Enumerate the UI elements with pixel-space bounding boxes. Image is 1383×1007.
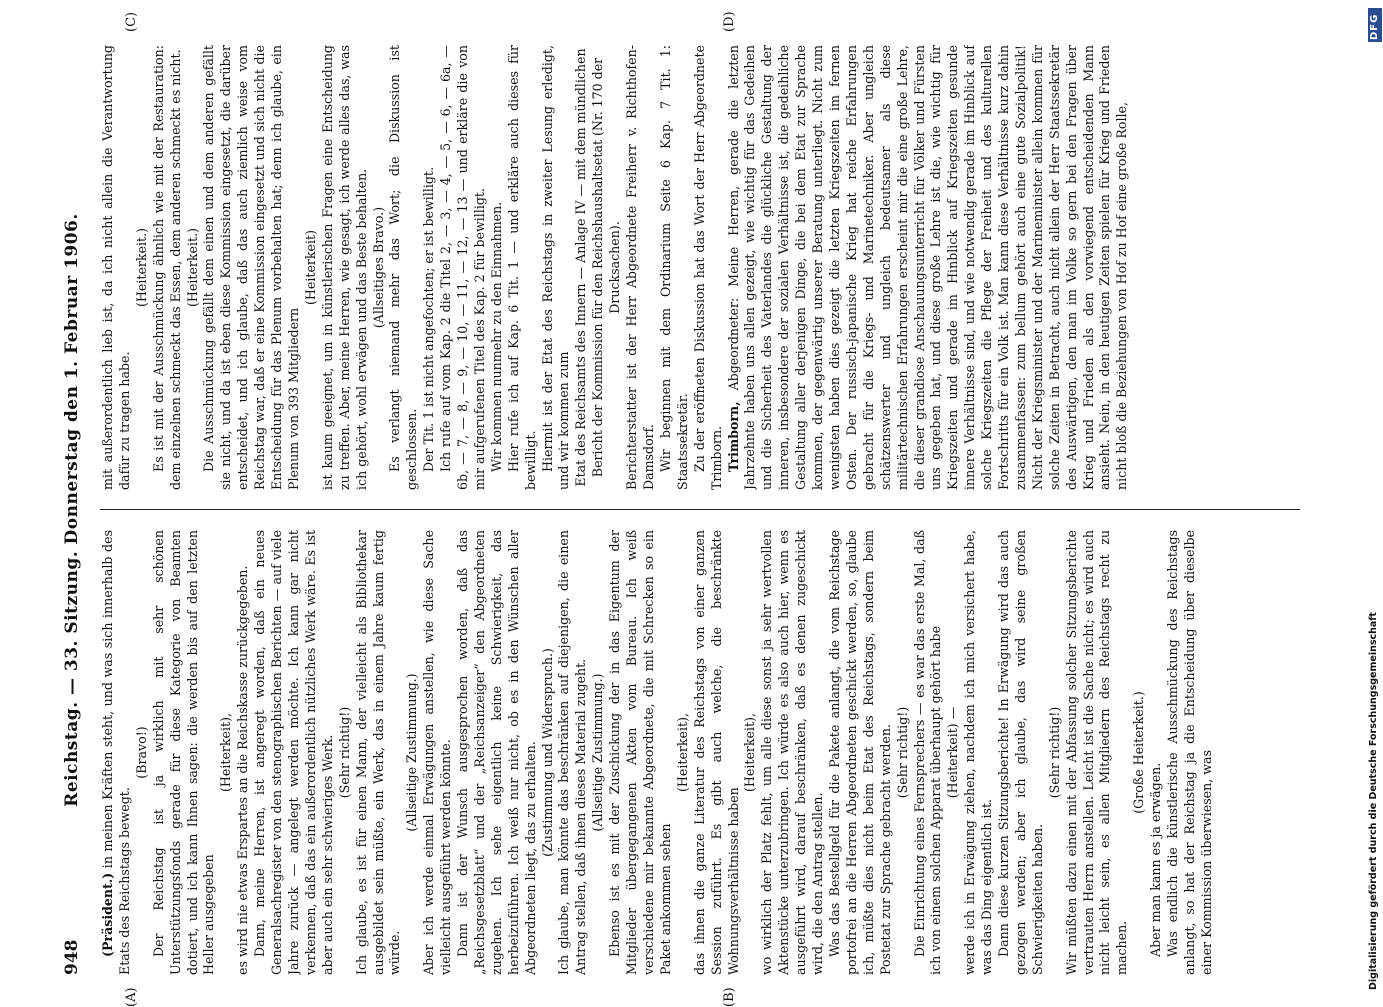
paragraph: [895, 530, 912, 975]
paragraph-text: Berichterstatter ist der Herr Abgeordnete Freiherr v. Richthofen-Damsdorf.: [624, 45, 656, 490]
paragraph: [658, 45, 692, 490]
paragraph-text: Der Tit. 1 ist nicht angefochten; er ist bewilligt.: [421, 167, 437, 472]
paragraph: [134, 530, 151, 975]
paragraph-text: Etat des Reichsamts des Innern — Anlage IV — mit dem mündlichen Bericht der Kommission für den Reichshaushaltsetat (Nr. 170 der Drucksachen).: [573, 48, 623, 487]
paragraph-text: Hier rufe ich auf Kap. 6 Tit. 1 — und erkläre auch dieses für bewilligt.: [505, 45, 538, 490]
paragraph: [100, 45, 134, 490]
paragraph: [337, 530, 354, 975]
paragraph: [1047, 530, 1064, 975]
paragraph-text: Wir beginnen mit dem Ordinarium Seite 6 Kap. 7 Tit. 1: Staatssekretär.: [657, 45, 690, 490]
paragraph-text: (Heiterkeit),: [218, 713, 234, 792]
paragraph-text: (Sehr richtig!): [894, 706, 910, 799]
paragraph: [726, 45, 1132, 490]
section-marker-b: (B): [722, 987, 737, 1007]
section-marker-d: (D): [722, 11, 737, 32]
paragraph: [100, 530, 134, 975]
paragraph-text: ist kaum geeignet, um in künstlerischen Fragen eine Entscheidung zu treffen. Aber, meine Herren, wie gesagt, ich werde alles das, was ich gehört, wohl erwägen und das Beste behalten.: [319, 45, 369, 490]
paragraph-text: (Heiterkeit.): [184, 228, 200, 307]
left-column: [100, 530, 1300, 975]
paragraph: [1165, 530, 1216, 975]
running-head: Reichstag. — 33. Sitzung. Donnerstag den 1. Februar 1906.: [62, 213, 82, 807]
section-marker-a: (A): [124, 987, 139, 1007]
paragraph-text: Aber ich werde einmal Erwägungen anstellen, wie diese Sache vielleicht ausgeführt werden könnte.: [421, 530, 454, 975]
paragraph-text: Aber man kann es ja erwägen.: [1148, 762, 1164, 957]
paragraph: [692, 530, 743, 975]
paragraph-text: Was endlich die künstlerische Ausschmückung des Reichstags anlangt, so hat der Reichstag ja die Entscheidung über dieselbe einer Kommission überwiesen, was: [1165, 530, 1214, 975]
paragraph: [371, 45, 388, 490]
paragraph: [540, 45, 574, 490]
paragraph-text: (Allseitiges Bravo.): [370, 206, 386, 329]
paragraph-text: Hiermit ist der Etat des Reichstags in zweiter Lesung erledigt, und wir kommen zum: [539, 45, 572, 490]
paragraph-text: Zu der eröffneten Diskussion hat das Wort der Herr Abgeordnete Trimborn.: [691, 45, 724, 490]
paragraph: [387, 45, 421, 490]
paragraph: [759, 530, 827, 975]
paragraph: [675, 530, 692, 975]
paragraph: [506, 45, 540, 490]
paragraph-text: (Sehr richtig!): [1046, 706, 1062, 799]
paragraph-text: Ich glaube, es ist für einen Mann, der vielleicht als Bibliothekar ausgebildet sein müßte, ein Werk, das in einem Jahre kaum fertig würde.: [353, 530, 403, 975]
paragraph-text: Ebenso ist es mit der Zuschickung der in das Eigentum der Mitglieder übergegangenen Akten vom Bureau. Ich weiß verschiedene mir bekannte Abgeordnete, die mit Schrecken so ein Paket ankommen sehen: [607, 530, 673, 975]
paragraph-text: (Bravo!): [133, 726, 149, 779]
paragraph-text: Es verlangt niemand mehr das Wort; die Diskussion ist geschlossen.: [387, 45, 420, 490]
paragraph: [1131, 530, 1148, 975]
paragraph: [354, 530, 405, 975]
paragraph: [404, 530, 421, 975]
paragraph-text: werde ich in Erwägung ziehen, nachdem ich mich versichert habe, was das Ding eigentlich ist.: [962, 530, 995, 975]
dfg-logo: [1368, 8, 1382, 42]
paragraph: [573, 45, 624, 490]
paragraph: [438, 45, 489, 490]
paragraph-text: Wir kommen nunmehr zu den Einnahmen.: [488, 201, 504, 472]
paragraph: [996, 530, 1047, 975]
paragraph-text: wo wirklich der Platz fehlt, um alle diese sonst ja sehr wertvollen Aktenstücke unterzubringen. Ich würde es also auch hier, wenn es ausgeführt wird, darauf beschränken, daß es denen zugeschickt wird, die den Antrag stellen.: [759, 530, 826, 975]
paragraph-text: (Heiterkeit): [302, 230, 318, 305]
paragraph: [185, 45, 202, 490]
column-divider: [100, 509, 1300, 510]
paragraph: [540, 530, 557, 975]
right-column: [100, 45, 1300, 490]
paragraph-text: Die Ausschmückung gefällt dem einen und dem anderen gefällt sie nicht, und da ist eben diese Kommission eingesetzt, die darüber entscheidet, und ich glaube, daß das auch ziemlich weise vom Reichstag war, daß er eine Kommission eingesetzt und sich nicht die Entscheidung für das Plenum vorbehalten hat; denn ich glaube, ein Plenum von 393 Mitgliedern: [201, 45, 301, 490]
dfg-logo-text: DFG: [1369, 13, 1380, 40]
paragraph-text: (Allseitige Zustimmung.): [404, 673, 420, 832]
paragraph-text: mit außerordentlich lieb ist, da ich nicht allein die Verantwortung dafür zu tragen habe.: [100, 45, 132, 490]
paragraph-text: Wir müßten dazu einen mit der Abfassung solcher Sitzungsberichte vertrauten Herrn anstellen. Leicht ist die Sache nicht; es wird auch nicht leicht sein, es allen Mitgliedern des Reichstags recht zu machen.: [1063, 530, 1130, 975]
paragraph: [1148, 530, 1165, 975]
paragraph-text: (Sehr richtig!): [336, 706, 352, 799]
paragraph-text: (Zustimmung und Widerspruch.): [539, 648, 555, 857]
paragraph: [455, 530, 540, 975]
paragraph-text: es wird nie etwas Erspartes an die Reichskasse zurückgegeben.: [235, 565, 251, 975]
paragraph-text: (Heiterkeit) —: [945, 706, 961, 799]
paragraph-text: Dann, meine Herren, ist angeregt worden, daß ein neues Generalsachregister von den stenographischen Berichten — auf viele Jahre zurück — angelegt werden möchte. Ich kann gar nicht verkennen, daß das ein außerordentlich nützliches Werk wäre. Es ist aber auch ein sehr schwieriges Werk.: [252, 530, 335, 975]
paragraph-text: das ihnen die ganze Literatur des Reichstags von einer ganzen Session zuführt. Es gibt auch welche, die beschränkte Wohnungsverhältnisse haben: [691, 530, 741, 975]
paragraph: [945, 530, 962, 975]
paragraph: [151, 530, 219, 975]
section-marker-c: (C): [124, 11, 139, 32]
paragraph-text: Die Einrichtung eines Fernsprechers — es war das erste Mal, daß ich von einem solchen Apparat überhaupt gehört habe: [911, 530, 944, 975]
paragraph: [151, 45, 185, 490]
paragraph-text: Dann diese kurzen Sitzungsberichte! In Erwägung wird das auch gezogen werden; aber ich glaube, das wird seine großen Schwierigkeiten haben.: [996, 530, 1045, 975]
paragraph: [303, 45, 320, 490]
paragraph-text: Ich rufe auf vom Kap. 2 die Titel 2, — 3, — 4, — 5, — 6, — 6a, — 6b, — 7, — 8, — 9, — 10, — 11, — 12, — 13 — und erkläre die von mir aufgerufenen Titel des Kap. 2 für bewilligt.: [438, 45, 487, 490]
paragraph-text: Dann ist der Wunsch ausgesprochen worden, daß das „Reichsgesetzblatt“ und der „Reichsanzeiger“ den Abgeordneten zugehen. Ich sehe eigentlich keine Schwierigkeit, das herbeizuführen. Ich weiß nur nicht, ob es in den Wünschen aller Abgeordneten liegt, das zu erhalten.: [455, 530, 538, 975]
speaker-label: Trimborn,: [725, 401, 741, 472]
paragraph: [742, 530, 759, 975]
rotated-page: [60, 11, 1320, 1007]
paragraph: [201, 45, 302, 490]
paragraph: [489, 45, 506, 490]
paragraph-text: (Große Heiterkeit.): [1131, 691, 1147, 814]
paragraph-text: in meinen Kräften steht, und was sich innerhalb des Etats des Reichstags bewegt.: [100, 530, 132, 975]
paragraph: [421, 45, 438, 490]
paragraph-text: Abgeordneter: Meine Herren, gerade die letzten Jahrzehnte haben uns allen gezeigt, wie wichtig für das Gedeihen und die Sicherheit des Vaterlandes die glückliche Gestaltung der inneren, insbesondere der sozialen Verhältnisse ist, die gedeihliche Gestaltung aller derjenigen Dinge, die bei dem Etat zur Sprache kommen, der gegenwärtig unserer Beratung unterliegt. Nicht zum wenigsten haben dies gezeigt die letzten Kriegszeiten im fernen Osten. Der russisch-japanische Krieg hat reiche Erfahrungen gebracht für die Kriegs- und Marinetechniker. Aber ungleich schätzenswerter und ungleich bedeutsamer als diese militärtechnischen Erfahrungen erscheint mir die eine große Lehre, die dieser grandiose Anschauungsunterricht für Völker und Fürsten uns gegeben hat, und diese große Lehre ist die, wie wichtig für Kriegszeiten und gerade im Hinblick auf Kriegszeiten gesunde innere Verhältnisse sind, und wie notwendig gerade im Hinblick auf solche Kriegszeiten die Pflege der Freiheit und des kulturellen Fortschritts für ein Volk ist. Man kann diese Verhältnisse kurz dahin zusammenfassen: zum bellum gehört auch eine gute Sozialpolitik! Nicht der Kriegsminister und der Marineminister allein kommen für solche Zeiten in Betracht, auch nicht allein der Herr Staatssekretär des Auswärtigen, den man im Volke so gern bei den Fragen über Krieg und Frieden als den vorwiegend entscheidenden Mann ansieht. Nein, in den heutigen Zeiten spielen für Krieg und Frieden nicht bloß die Beziehungen von Hof zu Hof eine große Rolle,: [725, 45, 1130, 490]
page-header: [60, 45, 88, 975]
paragraph: [912, 530, 946, 975]
paragraph-text: (Allseitige Zustimmung.): [590, 673, 606, 832]
paragraph: [134, 45, 151, 490]
page-number: 948: [62, 939, 82, 975]
paragraph: [590, 530, 607, 975]
paragraph-text: (Heiterkeit.): [133, 228, 149, 307]
paragraph-text: Was das Bestellgeld für die Pakete anlangt, die vom Reichstage portofrei an die Herren Abgeordneten geschickt werden, so, glaube ich, müßte dies nicht beim Etat des Reichstags, sondern beim Postetat zur Sprache gebracht werden.: [826, 530, 893, 975]
paragraph: [556, 530, 590, 975]
paragraph-text: Der Reichstag ist ja wirklich mit sehr schönen Unterstützungsfonds gerade für diese Kategorie von Beamten dotiert, und ich kann Ihnen sagen: die werden bis auf den letzten Heller ausgegeben: [150, 530, 217, 975]
paragraph: [1064, 530, 1132, 975]
digitization-credit: Digitalisierung gefördert durch die Deutsche Forschungsgemeinschaft: [1368, 612, 1379, 990]
paragraph-text: Ich glaube, man könnte das beschränken auf diejenigen, die einen Antrag stellen, daß ihnen dieses Material zugeht.: [556, 530, 589, 975]
paragraph-text: (Heiterkeit),: [742, 713, 758, 792]
paragraph: [607, 530, 675, 975]
paragraph: [421, 530, 455, 975]
paragraph: [692, 45, 726, 490]
paragraph: [827, 530, 895, 975]
paragraph: [962, 530, 996, 975]
paragraph: [252, 530, 337, 975]
speaker-label: (Präsident.): [100, 872, 115, 957]
paragraph: [320, 45, 371, 490]
paragraph: [624, 45, 658, 490]
paragraph: [218, 530, 235, 975]
paragraph: [235, 530, 252, 975]
paragraph-text: (Heiterkeit),: [674, 713, 690, 792]
paragraph-text: Es ist mit der Ausschmückung ähnlich wie mit der Restauration: dem einzelnen schmeckt das Essen, dem anderen schmeckt es nicht.: [150, 45, 183, 490]
